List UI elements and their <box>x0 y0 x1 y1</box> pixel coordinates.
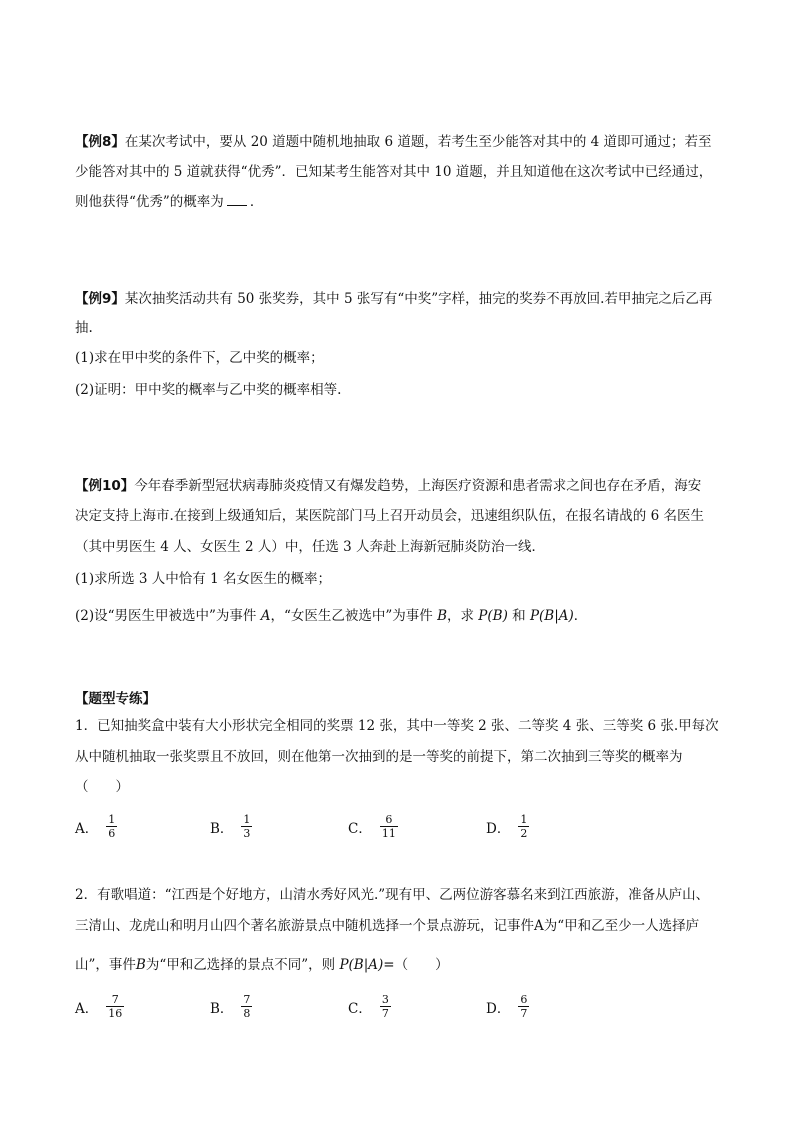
example-9-line-2: 抽. <box>75 320 93 336</box>
example-9-line-1 <box>75 289 712 309</box>
example-8-text-1: 在某次考试中，要从 20 道题中随机地抽取 6 道题，若考生至少能答对其中的 4 道即可通过；若至 <box>124 134 712 150</box>
prob-b: P(B) <box>478 608 508 624</box>
problem-1-option-c[interactable] <box>348 813 398 840</box>
problem-1-option-d[interactable] <box>486 813 529 840</box>
option-fraction <box>518 993 529 1020</box>
example-10-question-2 <box>75 606 587 626</box>
example-10-question-1: (1)求所选 3 人中恰有 1 名女医生的概率； <box>75 571 331 587</box>
problem-2-line-3 <box>75 955 449 975</box>
problem-2-option-d[interactable] <box>486 993 529 1020</box>
example-10-text-1: 今年春季新型冠状病毒肺炎疫情又有爆发趋势，上海医疗资源和患者需求之间也存在矛盾，海安 <box>134 478 702 494</box>
example-8-line-2: 少能答对其中的 5 道就获得“优秀”．已知某考生能答对其中 10 道题，并且知道他在这次考试中已经通过， <box>75 164 713 180</box>
problem-2-option-a[interactable] <box>75 993 124 1020</box>
example-10-tag: 【例10】 <box>75 478 135 494</box>
example-8-text-3: 则他获得“优秀”的概率为 <box>75 194 224 210</box>
numerator: 1 <box>243 813 251 826</box>
example-8-period: ． <box>249 194 264 210</box>
example-9-question-2: (2)证明：甲中奖的概率与乙中奖的概率相等. <box>75 382 342 398</box>
example-8-tag: 【例8】 <box>75 134 125 150</box>
problem-2-line-2: 三清山、龙虎山和明月山四个著名旅游景点中随机选择一个景点游玩，记事件A为“甲和乙至少一人选择庐 <box>75 918 700 934</box>
p2-text-c: =（ ） <box>383 957 449 973</box>
problem-2-option-b[interactable] <box>210 993 252 1020</box>
option-letter: D． <box>486 1000 511 1017</box>
denominator: 7 <box>520 1007 528 1020</box>
option-fraction <box>241 813 252 840</box>
option-letter: A． <box>75 820 99 837</box>
example-10-line-2: 决定支持上海市.在接到上级通知后，某医院部门马上召开动员会，迅速组织队伍，在报名请战的 6 名医生 <box>75 508 704 524</box>
event-b: B <box>437 608 447 624</box>
denominator: 2 <box>520 827 528 840</box>
example-8-line-3 <box>75 192 263 212</box>
option-fraction <box>106 993 124 1020</box>
problem-2-option-c[interactable] <box>348 993 391 1020</box>
denominator: 8 <box>243 1007 251 1020</box>
example-9-question-1: (1)求在甲中奖的条件下，乙中奖的概率； <box>75 350 324 366</box>
section-title: 【题型专练】 <box>75 691 156 707</box>
option-letter: C． <box>348 1000 372 1017</box>
numerator: 1 <box>520 813 528 826</box>
numerator: 6 <box>520 993 528 1006</box>
problem-1-option-a[interactable] <box>75 813 117 840</box>
numerator: 3 <box>381 993 389 1006</box>
option-letter: D． <box>486 820 511 837</box>
event-a: A <box>260 608 271 624</box>
q2-text-a: (2)设“男医生甲被选中”为事件 <box>75 608 261 624</box>
event-b: B <box>135 957 146 973</box>
numerator: 7 <box>111 993 119 1006</box>
numerator: 1 <box>108 813 116 826</box>
p2-text-a: 山”，事件 <box>75 957 136 973</box>
problem-1-line-1: 1．已知抽奖盒中装有大小形状完全相同的奖票 12 张，其中一等奖 2 张、二等奖 4 张、三等奖 6 张.甲每次 <box>75 718 719 734</box>
q2-text-c: ，求 <box>447 608 479 624</box>
denominator: 7 <box>381 1007 389 1020</box>
q2-text-e: ． <box>573 608 588 624</box>
denominator: 11 <box>381 827 396 840</box>
problem-1-option-b[interactable] <box>210 813 252 840</box>
example-8-line-1 <box>75 132 712 152</box>
example-9-text-1: 某次抽奖活动共有 50 张奖券，其中 5 张写有“中奖”字样，抽完的奖券不再放回.若甲抽完之后乙再 <box>124 291 713 307</box>
p2-text-b: 为“甲和乙选择的景点不同”，则 <box>145 957 340 973</box>
option-letter: B． <box>210 820 234 837</box>
prob-b-given-a: P(B|A) <box>529 608 574 624</box>
option-fraction <box>106 813 117 840</box>
option-fraction <box>518 813 529 840</box>
q2-text-b: ，“女医生乙被选中”为事件 <box>270 608 438 624</box>
option-letter: A． <box>75 1000 99 1017</box>
option-fraction <box>380 813 398 840</box>
denominator: 3 <box>243 827 251 840</box>
denominator: 6 <box>108 827 116 840</box>
option-letter: C． <box>348 820 372 837</box>
prob-b-given-a: P(B|A) <box>339 957 384 973</box>
option-letter: B． <box>210 1000 234 1017</box>
problem-1-line-3: （ ） <box>75 779 129 795</box>
q2-text-d: 和 <box>507 608 530 624</box>
example-9-tag: 【例9】 <box>75 291 125 307</box>
numerator: 6 <box>385 813 393 826</box>
answer-blank <box>227 193 247 206</box>
example-10-line-1 <box>75 476 701 496</box>
option-fraction <box>380 993 391 1020</box>
problem-2-line-1: 2．有歌唱道：“江西是个好地方，山清水秀好风光.”现有甲、乙两位游客慕名来到江西旅游，准备从庐山、 <box>75 887 710 903</box>
option-fraction <box>241 993 252 1020</box>
problem-1-line-2: 从中随机抽取一张奖票且不放回，则在他第一次抽到的是一等奖的前提下，第二次抽到三等奖的概率为 <box>75 749 683 765</box>
example-10-line-3: （其中男医生 4 人、女医生 2 人）中，任选 3 人奔赴上海新冠肺炎防治一线． <box>75 539 546 555</box>
numerator: 7 <box>243 993 251 1006</box>
denominator: 16 <box>108 1007 123 1020</box>
